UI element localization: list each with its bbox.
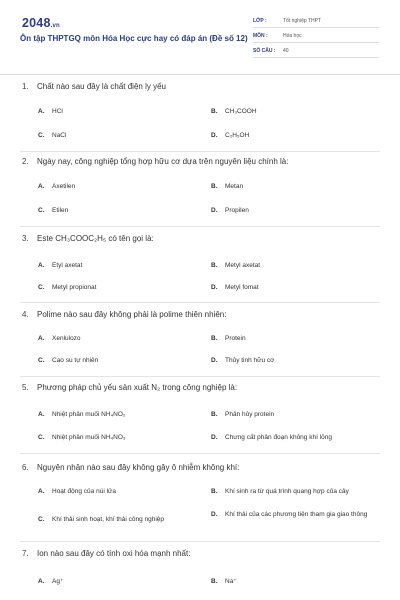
- question-text: Ngày nay, công nghiệp tổng hợp hữu cơ dựa trên nguyên liệu chính là:: [37, 157, 289, 166]
- meta-class: [253, 14, 379, 28]
- option-c[interactable]: [38, 516, 164, 523]
- option-d[interactable]: [211, 357, 274, 364]
- option-letter: A.: [38, 411, 45, 418]
- option-letter: D.: [211, 132, 218, 139]
- option-letter: C.: [38, 516, 45, 523]
- option-letter: C.: [38, 132, 45, 139]
- option-text: Metyl propionat: [52, 284, 97, 291]
- option-text: Khí sinh ra từ quá trình quang hợp của cây: [225, 488, 349, 495]
- site-logo[interactable]: [22, 16, 60, 30]
- option-letter: C.: [38, 434, 45, 441]
- option-a[interactable]: [38, 488, 116, 495]
- meta-class-value: Tốt nghiệp THPT: [283, 18, 321, 24]
- meta-count: [253, 44, 379, 58]
- option-letter: C.: [38, 284, 45, 291]
- option-letter: A.: [38, 108, 45, 115]
- option-text: Na⁺: [225, 578, 237, 585]
- option-text: Etyl axetat: [52, 262, 83, 269]
- option-text: Hoạt động của núi lửa: [52, 488, 116, 495]
- option-b[interactable]: [211, 262, 260, 269]
- option-text: Axetilen: [52, 183, 76, 190]
- option-b[interactable]: [211, 183, 243, 190]
- option-text: Etilen: [52, 207, 69, 214]
- question-text: Chất nào sau đây là chất điện ly yếu: [37, 82, 166, 91]
- question-number: 2.: [22, 157, 29, 166]
- option-a[interactable]: [38, 335, 81, 342]
- option-c[interactable]: [38, 207, 68, 214]
- option-text: Nhiệt phân muối NH₄NO₂: [52, 411, 126, 418]
- option-b[interactable]: [211, 108, 257, 115]
- option-letter: B.: [211, 335, 218, 342]
- question-text: Este CH₃COOC₂H₅ có tên gọi là:: [37, 234, 154, 243]
- option-letter: B.: [211, 578, 218, 585]
- option-text: NaCl: [52, 132, 67, 139]
- question-divider: [20, 541, 380, 542]
- option-text: CH₃COOH: [225, 108, 257, 115]
- question-divider: [20, 151, 380, 152]
- option-a[interactable]: [38, 183, 75, 190]
- meta-count-value: 40: [283, 48, 289, 54]
- meta-count-label: SỐ CÂU :: [253, 48, 276, 54]
- question-divider: [20, 302, 380, 303]
- option-d[interactable]: [211, 132, 249, 139]
- logo-main: 2048: [22, 16, 51, 30]
- option-text: Xenlulozo: [52, 335, 81, 342]
- option-letter: A.: [38, 183, 45, 190]
- option-b[interactable]: [211, 335, 246, 342]
- question-number: 6.: [22, 463, 29, 472]
- option-letter: D.: [211, 207, 218, 214]
- option-text: Metyl axetat: [225, 262, 261, 269]
- meta-subject-label: MÔN :: [253, 33, 268, 39]
- option-text: Metyl fomat: [225, 284, 259, 291]
- question-line: [22, 549, 190, 558]
- option-b[interactable]: [211, 577, 237, 585]
- option-text: C₂H₅OH: [225, 132, 250, 139]
- question-text: Nguyên nhân nào sau đây không gây ô nhiễm không khí:: [37, 463, 240, 472]
- option-b[interactable]: [211, 488, 349, 495]
- question-line: [22, 383, 237, 392]
- option-d[interactable]: [211, 207, 249, 214]
- logo-tld: .vn: [50, 23, 60, 29]
- option-text: Propilen: [225, 207, 249, 214]
- option-letter: D.: [211, 284, 218, 291]
- question-number: 7.: [22, 549, 29, 558]
- option-text: Ag⁺: [52, 578, 64, 585]
- option-a[interactable]: [38, 262, 82, 269]
- question-divider: [20, 376, 380, 377]
- option-letter: B.: [211, 488, 218, 495]
- option-text: HCl: [52, 108, 63, 115]
- option-text: Chưng cất phân đoạn không khí lỏng: [225, 434, 332, 441]
- question-text: Polime nào sau đây không phải là polime thiên nhiên:: [37, 310, 227, 319]
- option-letter: D.: [211, 434, 218, 441]
- option-text: Nhiệt phân muối NH₄NO₃: [52, 434, 126, 441]
- exam-title: Ôn tập THPTGQ môn Hóa Học cực hay có đáp án (Đề số 12): [20, 34, 248, 43]
- question-number: 1.: [22, 82, 29, 91]
- option-letter: C.: [38, 207, 45, 214]
- question-divider: [20, 453, 380, 454]
- option-letter: A.: [38, 488, 45, 495]
- option-text: Thủy tinh hữu cơ: [225, 357, 275, 364]
- option-d[interactable]: [211, 284, 259, 291]
- question-line: [22, 310, 226, 319]
- question-line: [22, 463, 239, 472]
- option-letter: C.: [38, 357, 45, 364]
- option-letter: A.: [38, 335, 45, 342]
- question-number: 5.: [22, 383, 29, 392]
- option-c[interactable]: [38, 434, 126, 441]
- option-letter: B.: [211, 108, 218, 115]
- meta-subject-value: Hóa học: [283, 33, 302, 39]
- option-a[interactable]: [38, 411, 125, 418]
- option-letter: A.: [38, 262, 45, 269]
- question-number: 4.: [22, 310, 29, 319]
- option-text: Khí thải của các phương tiện tham gia giao thông: [225, 511, 368, 518]
- option-letter: B.: [211, 262, 218, 269]
- question-divider: [20, 226, 380, 227]
- option-text: Cao su tự nhiên: [52, 357, 99, 364]
- option-text: Protein: [225, 335, 246, 342]
- option-c[interactable]: [38, 284, 96, 291]
- option-a[interactable]: [38, 577, 63, 585]
- option-letter: D.: [211, 357, 218, 364]
- option-d[interactable]: [211, 434, 332, 441]
- question-line: [22, 82, 166, 91]
- option-c[interactable]: [38, 357, 98, 364]
- option-a[interactable]: [38, 108, 63, 115]
- option-text: Metan: [225, 183, 244, 190]
- option-letter: D.: [211, 511, 218, 518]
- meta-subject: [253, 29, 379, 43]
- option-b[interactable]: [211, 411, 274, 418]
- question-text: Phương pháp chủ yếu sản xuất N₂ trong công nghiệp là:: [37, 383, 238, 392]
- question-text: Ion nào sau đây có tính oxi hóa mạnh nhất:: [37, 549, 191, 558]
- option-d[interactable]: [211, 510, 371, 520]
- header-divider: [0, 74, 400, 75]
- meta-class-label: LỚP :: [253, 18, 267, 24]
- option-c[interactable]: [38, 132, 66, 139]
- option-letter: B.: [211, 183, 218, 190]
- question-number: 3.: [22, 234, 29, 243]
- page-header: [0, 0, 400, 72]
- question-line: [22, 234, 154, 243]
- option-text: Khí thải sinh hoạt, khí thải công nghiệp: [52, 516, 165, 523]
- option-text: Phân hủy protein: [225, 411, 275, 418]
- option-letter: A.: [38, 578, 45, 585]
- question-line: [22, 157, 288, 166]
- option-letter: B.: [211, 411, 218, 418]
